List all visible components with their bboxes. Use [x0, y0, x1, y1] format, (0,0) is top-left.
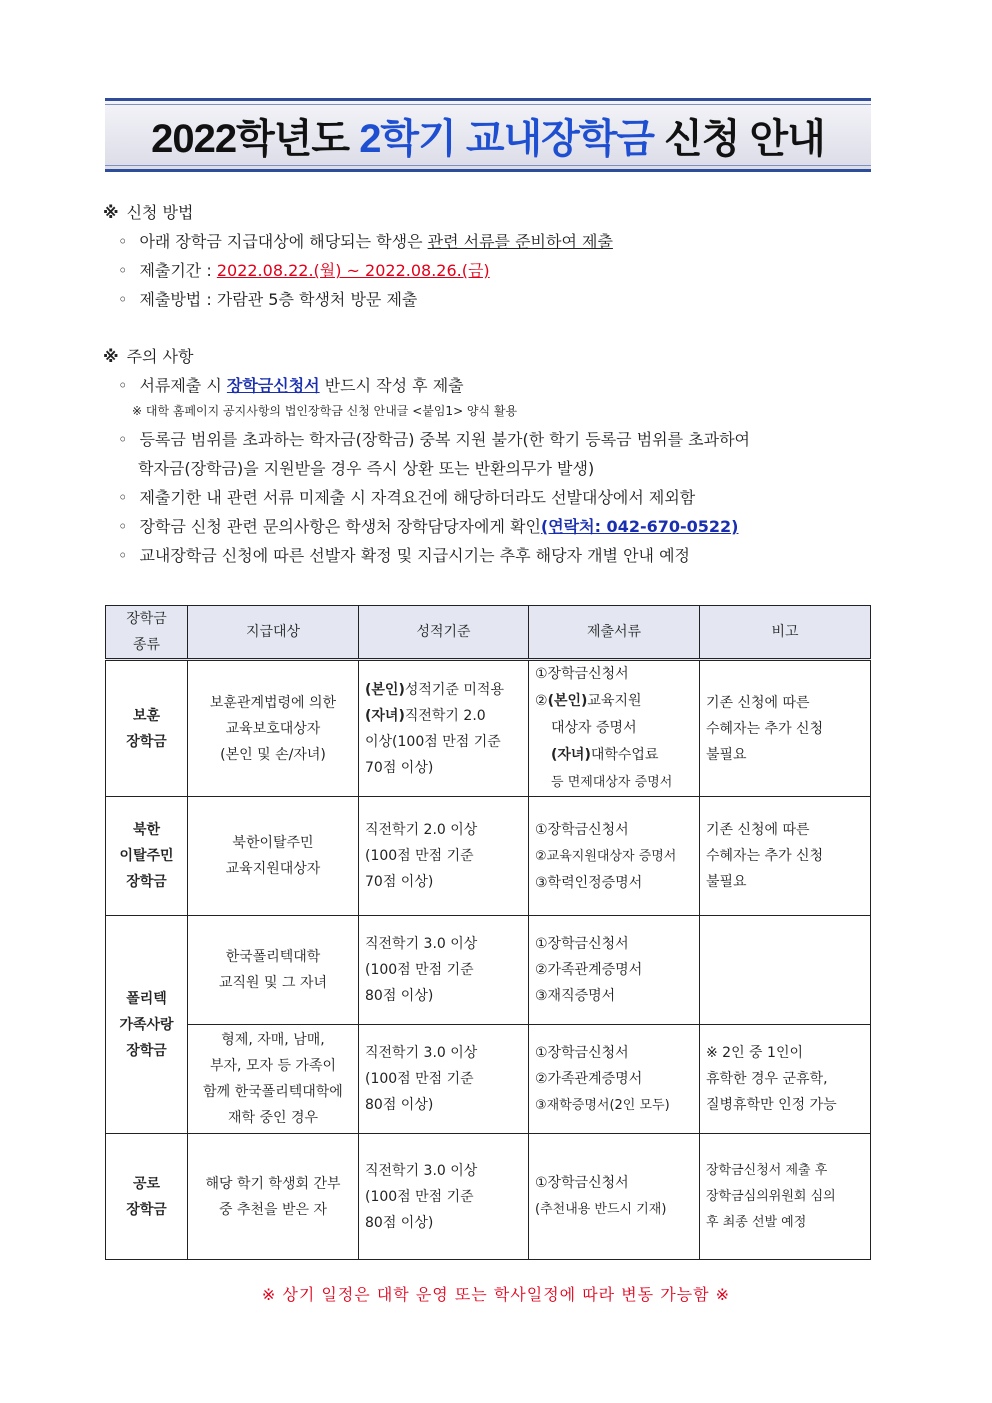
grade-text: 70점 이상) — [365, 759, 434, 776]
target-text: 부자, 모자 등 가족이 — [210, 1058, 336, 1074]
grade-bold: (자녀) — [365, 707, 405, 724]
application-form-link[interactable]: 장학금신청서 — [226, 376, 320, 395]
type-text: 공로 — [132, 1175, 161, 1192]
bullet-icon: ◦ — [118, 546, 128, 565]
header-docs: 제출서류 — [529, 606, 700, 660]
doc-text: ② — [535, 693, 548, 709]
title-highlight: 2학기 교내장학금 — [359, 116, 655, 161]
docs-cell — [529, 916, 700, 1025]
doc-text: ②가족관계증명서 — [535, 1070, 643, 1087]
bullet-icon: ◦ — [118, 376, 128, 395]
doc-text: 대학수업료 — [590, 747, 659, 763]
note-cell — [700, 1025, 871, 1134]
table-header-row — [106, 606, 871, 660]
caution-line-1 — [118, 373, 464, 396]
caution-text: 서류제출 시 — [139, 376, 227, 395]
title-banner — [105, 98, 871, 172]
caution-line-5 — [118, 543, 690, 566]
type-cell — [106, 1134, 188, 1260]
caution-text: 제출기한 내 관련 서류 미제출 시 자격요건에 해당하더라도 선발대상에서 제외함 — [139, 488, 696, 507]
apply-line-3 — [118, 287, 417, 310]
reference-mark-icon: ※ — [103, 347, 119, 366]
grade-text: 80점 이상) — [365, 1097, 434, 1113]
doc-text: 교육지원 — [587, 693, 642, 709]
type-text: 장학금 — [126, 874, 167, 890]
grade-text: 이상(100점 만점 기준 — [365, 733, 501, 750]
table-row — [106, 916, 871, 1025]
doc-text: ①장학금신청서 — [535, 666, 629, 682]
target-cell — [188, 1025, 359, 1134]
type-text: 장학금 — [126, 1042, 167, 1059]
type-text: 장학금 — [126, 733, 167, 750]
target-cell — [188, 1134, 359, 1260]
type-text: 북한 — [132, 822, 161, 838]
target-text: 형제, 자매, 남매, — [221, 1032, 325, 1048]
bullet-icon: ◦ — [118, 261, 128, 280]
note-text: 수혜자는 추가 신청 — [706, 720, 824, 737]
target-text: (본인 및 손/자녀) — [220, 746, 326, 763]
target-cell — [188, 660, 359, 797]
doc-bold: (본인) — [547, 693, 588, 709]
type-cell — [106, 660, 188, 797]
note-text: 불필요 — [706, 874, 747, 890]
caution-note: ※ 대학 홈페이지 공지사항의 법인장학금 신청 안내글 <붙임1> 양식 활용 — [132, 404, 518, 418]
table-row — [106, 1134, 871, 1260]
type-text: 가족사랑 — [119, 1016, 174, 1033]
grade-text: (100점 만점 기준 — [365, 962, 474, 978]
apply-line-1 — [118, 229, 613, 252]
grade-text: 80점 이상) — [365, 1214, 434, 1231]
target-text: 교직원 및 그 자녀 — [218, 975, 328, 991]
grade-text: 성적기준 미적용 — [404, 681, 504, 698]
section-heading: 신청 방법 — [126, 203, 194, 222]
grade-cell — [359, 916, 529, 1025]
note-text: 기존 신청에 따른 — [706, 822, 810, 838]
doc-text: ①장학금신청서 — [535, 1044, 629, 1061]
table-row — [106, 1025, 871, 1134]
table-row — [106, 660, 871, 797]
header-type — [106, 606, 188, 660]
doc-text: ②교육지원대상자 증명서 — [535, 848, 677, 864]
grade-cell — [359, 797, 529, 916]
target-text: 중 추천을 받은 자 — [218, 1201, 328, 1218]
doc-text: 등 면제대상자 증명서 — [551, 775, 673, 790]
note-cell — [700, 1134, 871, 1260]
grade-text: 직전학기 3.0 이상 — [365, 1045, 478, 1061]
docs-cell — [529, 1025, 700, 1134]
caution-text: 교내장학금 신청에 따른 선발자 확정 및 지급시기는 추후 해당자 개별 안내 예정 — [139, 546, 690, 565]
section-apply-method — [103, 200, 193, 223]
section-heading: 주의 사항 — [126, 347, 194, 366]
note-cell — [700, 660, 871, 797]
grade-text: 70점 이상) — [365, 874, 434, 890]
title-suffix: 신청 안내 — [654, 116, 825, 161]
period-value: 2022.08.22.(월) ~ 2022.08.26.(금) — [216, 261, 490, 280]
title-year: 2022학년도 — [151, 116, 360, 161]
note-text: 기존 신청에 따른 — [706, 694, 810, 711]
doc-text: ①장학금신청서 — [535, 936, 629, 952]
method-text: 제출방법 : 가람관 5층 학생처 방문 제출 — [139, 290, 418, 309]
type-cell — [106, 916, 188, 1134]
header-grade: 성적기준 — [359, 606, 529, 660]
note-cell — [700, 797, 871, 916]
scholarship-table — [105, 605, 871, 1260]
grade-text: 직전학기 3.0 이상 — [365, 936, 478, 952]
target-text: 북한이탈주민 — [232, 835, 314, 851]
docs-cell — [529, 797, 700, 916]
note-text: 장학금심의위원회 심의 — [706, 1188, 836, 1204]
section-cautions — [103, 344, 193, 367]
doc-text: ③재학증명서(2인 모두) — [535, 1097, 670, 1113]
footer-notice: ※ 상기 일정은 대학 운영 또는 학사일정에 따라 변동 가능함 ※ — [261, 1285, 731, 1304]
grade-cell — [359, 1134, 529, 1260]
target-cell — [188, 797, 359, 916]
doc-text: ③재직증명서 — [535, 988, 616, 1004]
grade-text: (100점 만점 기준 — [365, 1188, 474, 1205]
table-row — [106, 797, 871, 916]
caution-line-2-cont: 학자금(장학금)을 지원받을 경우 즉시 상환 또는 반환의무가 발생) — [138, 459, 595, 478]
grade-text: 직전학기 2.0 — [404, 707, 486, 724]
bullet-icon: ◦ — [118, 517, 128, 536]
caution-line-4 — [118, 514, 738, 537]
page-title — [151, 107, 825, 164]
grade-text: 직전학기 2.0 이상 — [365, 822, 478, 838]
type-text: 이탈주민 — [119, 848, 174, 864]
grade-text: 직전학기 3.0 이상 — [365, 1162, 478, 1179]
type-text: 보훈 — [132, 707, 161, 724]
doc-text: ①장학금신청서 — [535, 821, 629, 838]
apply-line-2 — [118, 258, 490, 281]
note-text: 불필요 — [706, 746, 747, 763]
bullet-icon: ◦ — [118, 430, 128, 449]
target-cell — [188, 916, 359, 1025]
caution-line-2 — [118, 427, 750, 450]
caution-text: 장학금 신청 관련 문의사항은 학생처 장학담당자에게 확인 — [139, 517, 541, 536]
target-text: 교육보호대상자 — [225, 720, 321, 737]
caution-line-3 — [118, 485, 695, 508]
header-text: 종류 — [132, 637, 161, 653]
bullet-icon: ◦ — [118, 290, 128, 309]
grade-cell — [359, 660, 529, 797]
note-cell — [700, 916, 871, 1025]
type-text: 폴리텍 — [126, 990, 167, 1007]
target-text: 보훈관계법령에 의한 — [209, 694, 337, 711]
note-text: 질병휴학만 인정 가능 — [706, 1097, 837, 1113]
grade-text: 80점 이상) — [365, 988, 434, 1004]
doc-text: ③학력인정증명서 — [535, 874, 643, 891]
target-text: 한국폴리텍대학 — [225, 949, 321, 965]
header-text: 장학금 — [126, 611, 167, 627]
reference-mark-icon: ※ — [103, 203, 119, 222]
target-text: 재학 중인 경우 — [227, 1110, 319, 1126]
doc-text: 대상자 증명서 — [551, 720, 637, 736]
target-text: 교육지원대상자 — [225, 861, 321, 877]
apply-text: 아래 장학금 지급대상에 해당되는 학생은 — [139, 232, 428, 251]
target-text: 함께 한국폴리텍대학에 — [203, 1084, 343, 1100]
bullet-icon: ◦ — [118, 488, 128, 507]
target-text: 해당 학기 학생회 간부 — [205, 1175, 341, 1192]
grade-cell — [359, 1025, 529, 1134]
note-text: ※ 2인 중 1인이 — [706, 1045, 803, 1061]
note-text: 장학금신청서 제출 후 — [706, 1162, 828, 1178]
docs-cell — [529, 1134, 700, 1260]
note-text: 후 최종 선발 예정 — [706, 1214, 807, 1230]
note-text: 휴학한 경우 군휴학, — [706, 1071, 828, 1087]
grade-bold: (본인) — [365, 681, 405, 698]
caution-text: 반드시 작성 후 제출 — [319, 376, 464, 395]
type-text: 장학금 — [126, 1201, 167, 1218]
grade-text: (100점 만점 기준 — [365, 848, 474, 864]
header-target: 지급대상 — [188, 606, 359, 660]
caution-text: 등록금 범위를 초과하는 학자금(장학금) 중복 지원 불가(한 학기 등록금 범위를 초과하여 — [139, 430, 750, 449]
docs-cell — [529, 660, 700, 797]
bullet-icon: ◦ — [118, 232, 128, 251]
doc-text: ①장학금신청서 — [535, 1175, 629, 1191]
period-label: 제출기간 : — [139, 261, 217, 280]
header-note: 비고 — [700, 606, 871, 660]
doc-text: (추천내용 반드시 기재) — [535, 1202, 667, 1217]
type-cell — [106, 797, 188, 916]
contact-number: (연락처: 042-670-0522) — [540, 517, 739, 536]
doc-text: ②가족관계증명서 — [535, 962, 643, 978]
grade-text: (100점 만점 기준 — [365, 1071, 474, 1087]
note-text: 수혜자는 추가 신청 — [706, 848, 824, 864]
apply-underline-text: 관련 서류를 준비하여 제출 — [427, 232, 613, 251]
doc-bold: (자녀) — [551, 747, 591, 763]
